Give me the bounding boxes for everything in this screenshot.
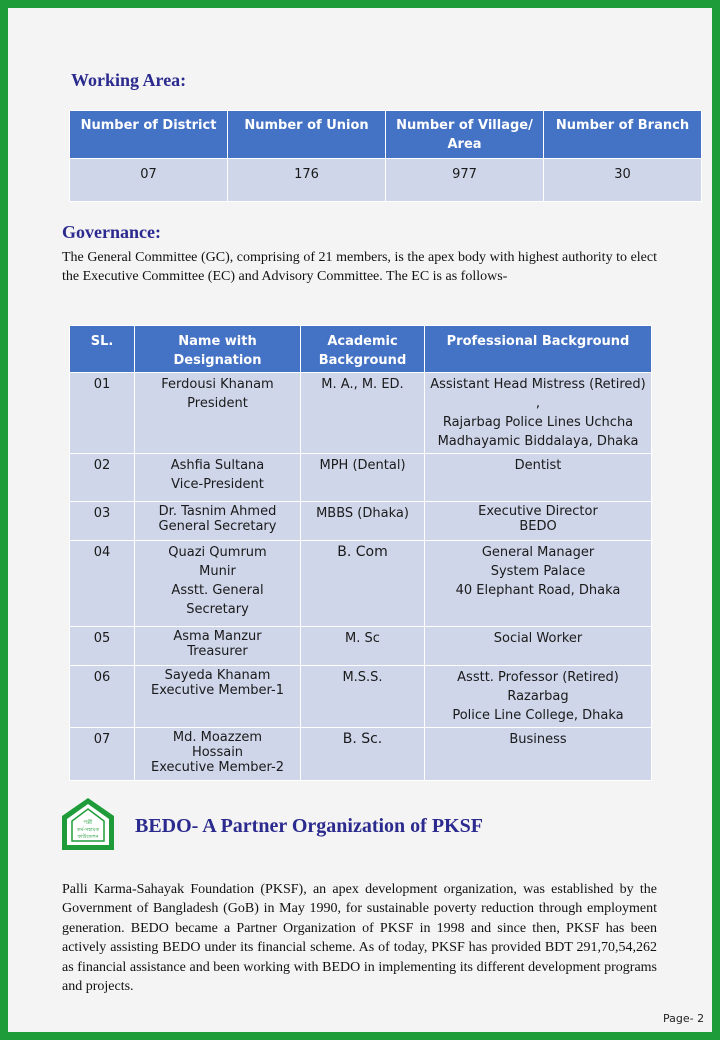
ec-header-row	[70, 326, 652, 373]
ec-academic: M.S.S.	[301, 666, 425, 728]
value-union: 176	[228, 159, 386, 202]
ec-sl: 05	[70, 627, 135, 666]
table-row	[70, 627, 652, 666]
ec-academic: B. Com	[301, 541, 425, 627]
table-row	[70, 728, 652, 781]
working-area-title: Working Area:	[71, 70, 187, 90]
working-area-header-row	[70, 111, 702, 159]
pksf-logo-icon	[60, 796, 116, 852]
ec-name: Asma Manzur Treasurer	[135, 627, 301, 666]
logo-text-bottom: ফাউন্ডেশন	[77, 834, 99, 840]
ec-sl: 01	[70, 373, 135, 454]
header-village: Number of Village/ Area	[386, 111, 544, 159]
ec-professional: Executive Director BEDO	[425, 502, 652, 541]
pksf-paragraph: Palli Karma-Sahayak Foundation (PKSF), an apex development organization, was established by the Government of Bangladesh (GoB) in May 1990, for sustainable poverty reduction through employment generation. BEDO became a Partner Organization of PKSF in 1998 and since then, PKSF has been actively assisting BEDO under its financial scheme. As of today, PKSF has provided BDT 291,70,54,262 as financial assistance and been working with BEDO in implementing its different development programs and projects.	[62, 882, 657, 995]
ec-academic: M. Sc	[301, 627, 425, 666]
ec-name: Quazi Qumrum Munir Asstt. General Secretary	[135, 541, 301, 627]
table-row	[70, 454, 652, 502]
value-branch: 30	[544, 159, 702, 202]
table-row	[70, 666, 652, 728]
logo-text-top: পল্লী	[83, 820, 93, 826]
ec-professional: Social Worker	[425, 627, 652, 666]
ec-professional: Dentist	[425, 454, 652, 502]
table-row	[70, 502, 652, 541]
ec-header-name: Name with Designation	[135, 326, 301, 373]
ec-professional: Business	[425, 728, 652, 781]
header-union: Number of Union	[228, 111, 386, 159]
value-village: 977	[386, 159, 544, 202]
ec-sl: 06	[70, 666, 135, 728]
table-row	[70, 541, 652, 627]
ec-header-professional: Professional Background	[425, 326, 652, 373]
ec-name: Sayeda Khanam Executive Member-1	[135, 666, 301, 728]
ec-name: Dr. Tasnim Ahmed General Secretary	[135, 502, 301, 541]
ec-academic: MPH (Dental)	[301, 454, 425, 502]
ec-name: Ferdousi Khanam President	[135, 373, 301, 454]
working-area-table	[69, 110, 702, 202]
pksf-section-title: BEDO- A Partner Organization of PKSF	[135, 815, 483, 837]
ec-header-academic: Academic Background	[301, 326, 425, 373]
table-row	[70, 373, 652, 454]
ec-academic: B. Sc.	[301, 728, 425, 781]
governance-paragraph: The General Committee (GC), comprising of 21 members, is the apex body with highest authority to elect the Executive Committee (EC) and Advisory Committee. The EC is as follows-	[62, 250, 657, 284]
header-district: Number of District	[70, 111, 228, 159]
ec-sl: 02	[70, 454, 135, 502]
ec-professional: Asstt. Professor (Retired) Razarbag Police Line College, Dhaka	[425, 666, 652, 728]
working-area-value-row	[70, 159, 702, 202]
header-branch: Number of Branch	[544, 111, 702, 159]
governance-title: Governance:	[62, 222, 161, 242]
ec-name: Md. Moazzem Hossain Executive Member-2	[135, 728, 301, 781]
ec-name: Ashfia Sultana Vice-President	[135, 454, 301, 502]
ec-table	[69, 325, 652, 781]
logo-text-mid: কর্ম-সহায়ক	[77, 827, 99, 833]
ec-sl: 07	[70, 728, 135, 781]
page-number: Page- 2	[663, 1012, 705, 1025]
ec-header-sl: SL.	[70, 326, 135, 373]
ec-academic: M. A., M. ED.	[301, 373, 425, 454]
value-district: 07	[70, 159, 228, 202]
ec-professional: General Manager System Palace 40 Elephant Road, Dhaka	[425, 541, 652, 627]
ec-sl: 04	[70, 541, 135, 627]
ec-academic: MBBS (Dhaka)	[301, 502, 425, 541]
ec-professional: Assistant Head Mistress (Retired) , Rajarbag Police Lines Uchcha Madhayamic Biddalaya, Dhaka	[425, 373, 652, 454]
ec-sl: 03	[70, 502, 135, 541]
